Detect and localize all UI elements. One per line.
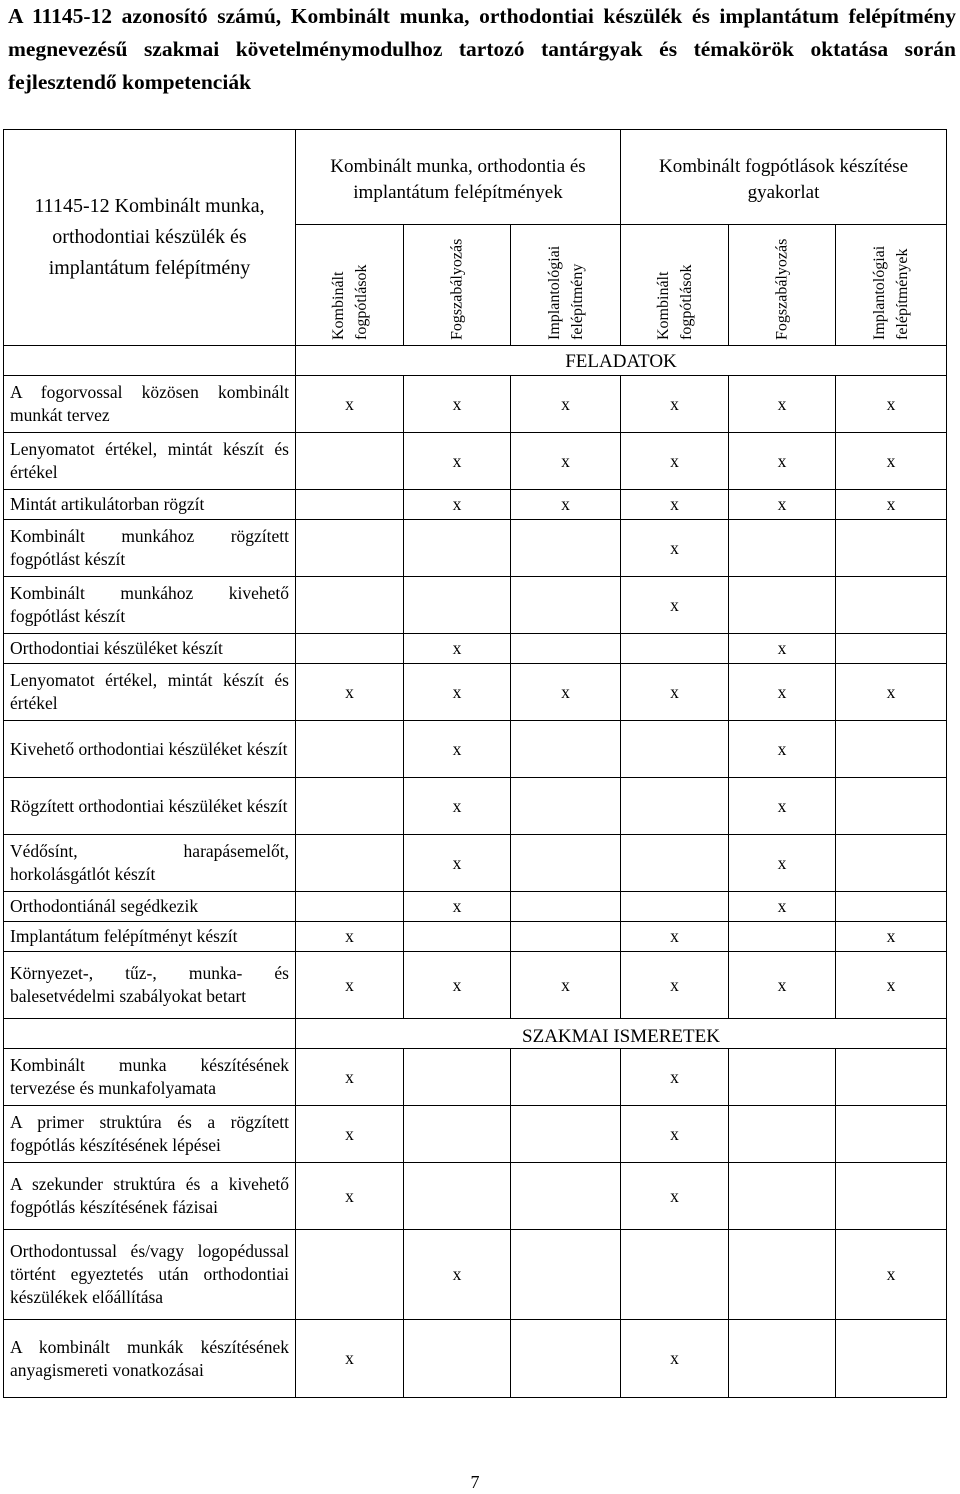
mark-cell: [511, 1106, 621, 1163]
competency-label: Kombinált munkához rögzített fogpótlást készít: [4, 520, 296, 577]
mark-cell: x: [511, 433, 621, 490]
mark-cell: x: [621, 433, 729, 490]
mark-cell: [511, 577, 621, 634]
mark-cell: x: [404, 952, 511, 1019]
table-row: [4, 634, 947, 664]
mark-cell: [404, 520, 511, 577]
mark-cell: x: [621, 952, 729, 1019]
mark-cell: [511, 520, 621, 577]
mark-cell: x: [621, 1049, 729, 1106]
mark-cell: [836, 1320, 947, 1398]
competency-label: Kivehető orthodontiai készüléket készít: [4, 721, 296, 778]
mark-cell: [404, 1049, 511, 1106]
mark-cell: [296, 433, 404, 490]
competency-label: Lenyomatot értékel, mintát készít és értékel: [4, 664, 296, 721]
mark-cell: x: [729, 634, 836, 664]
mark-cell: x: [836, 952, 947, 1019]
mark-cell: x: [296, 952, 404, 1019]
mark-cell: x: [836, 664, 947, 721]
table-row: [4, 520, 947, 577]
module-header-cell: 11145-12 Kombinált munka, orthodontiai készülék és implantátum felépítmény: [4, 130, 296, 346]
mark-cell: [296, 634, 404, 664]
mark-cell: [511, 1320, 621, 1398]
column-header: Kombinált fogpótlások: [621, 225, 729, 346]
mark-cell: x: [404, 1230, 511, 1320]
mark-cell: x: [296, 922, 404, 952]
column-header: Fogszabályozás: [404, 225, 511, 346]
mark-cell: x: [404, 778, 511, 835]
column-header: Kombinált fogpótlások: [296, 225, 404, 346]
mark-cell: [404, 577, 511, 634]
competency-label: Lenyomatot értékel, mintát készít és értékel: [4, 433, 296, 490]
mark-cell: x: [404, 892, 511, 922]
competency-label: A kombinált munkák készítésének anyagismereti vonatkozásai: [4, 1320, 296, 1398]
table-row: [4, 1230, 947, 1320]
mark-cell: x: [621, 577, 729, 634]
section-spacer: [4, 346, 296, 376]
table-row: [4, 835, 947, 892]
mark-cell: x: [729, 490, 836, 520]
section-feladatok: FELADATOK: [296, 346, 947, 376]
mark-cell: x: [404, 664, 511, 721]
table-row: [4, 778, 947, 835]
mark-cell: x: [621, 490, 729, 520]
mark-cell: x: [836, 922, 947, 952]
mark-cell: [729, 1049, 836, 1106]
mark-cell: x: [511, 376, 621, 433]
mark-cell: x: [296, 1320, 404, 1398]
table-row: [4, 577, 947, 634]
mark-cell: x: [729, 952, 836, 1019]
mark-cell: x: [836, 376, 947, 433]
mark-cell: [296, 490, 404, 520]
mark-cell: [729, 1320, 836, 1398]
mark-cell: x: [621, 376, 729, 433]
mark-cell: x: [404, 433, 511, 490]
competency-label: Orthodontiánál segédkezik: [4, 892, 296, 922]
mark-cell: x: [729, 376, 836, 433]
mark-cell: x: [404, 490, 511, 520]
page-title: A 11145-12 azonosító számú, Kombinált munka, orthodontiai készülék és implantátum felépítmény megnevezésű szakmai követelménymodulhoz tartozó tantárgyak és témakörök oktatása során fejlesztendő kompetenciák: [8, 4, 956, 94]
mark-cell: [836, 1049, 947, 1106]
mark-cell: x: [404, 835, 511, 892]
mark-cell: [511, 1049, 621, 1106]
column-header: Fogszabályozás: [729, 225, 836, 346]
table-row: [4, 1163, 947, 1230]
mark-cell: x: [511, 952, 621, 1019]
mark-cell: [296, 835, 404, 892]
table-row: [4, 922, 947, 952]
competency-label: A szekunder struktúra és a kivehető fogpótlás készítésének fázisai: [4, 1163, 296, 1230]
competency-label: Rögzített orthodontiai készüléket készít: [4, 778, 296, 835]
mark-cell: [296, 577, 404, 634]
mark-cell: x: [511, 490, 621, 520]
mark-cell: x: [621, 520, 729, 577]
mark-cell: x: [729, 835, 836, 892]
mark-cell: [511, 634, 621, 664]
competency-label: A fogorvossal közösen kombinált munkát tervez: [4, 376, 296, 433]
mark-cell: [511, 721, 621, 778]
mark-cell: x: [404, 721, 511, 778]
mark-cell: x: [404, 634, 511, 664]
mark-cell: x: [621, 664, 729, 721]
section-spacer: [4, 1019, 296, 1049]
mark-cell: [296, 1230, 404, 1320]
competency-table: [3, 129, 947, 1398]
mark-cell: [729, 1163, 836, 1230]
mark-cell: [404, 1320, 511, 1398]
mark-cell: [836, 520, 947, 577]
competency-label: Mintát artikulátorban rögzít: [4, 490, 296, 520]
mark-cell: [729, 1230, 836, 1320]
competency-label: Védősínt, harapásemelőt, horkolásgátlót készít: [4, 835, 296, 892]
table-row: [4, 721, 947, 778]
mark-cell: x: [404, 376, 511, 433]
competency-label: Orthodontiai készüléket készít: [4, 634, 296, 664]
table-row: [4, 376, 947, 433]
mark-cell: x: [836, 490, 947, 520]
table-row: [4, 952, 947, 1019]
mark-cell: [836, 1163, 947, 1230]
table-row: [4, 892, 947, 922]
mark-cell: [621, 1230, 729, 1320]
mark-cell: [621, 835, 729, 892]
mark-cell: x: [729, 664, 836, 721]
table-row: [4, 490, 947, 520]
mark-cell: [404, 922, 511, 952]
competency-label: Orthodontussal és/vagy logopédussal történt egyeztetés után orthodontiai készülékek előállítása: [4, 1230, 296, 1320]
mark-cell: [511, 835, 621, 892]
table-row: [4, 664, 947, 721]
competency-label: Környezet-, tűz-, munka- és balesetvédelmi szabályokat betart: [4, 952, 296, 1019]
mark-cell: [836, 778, 947, 835]
table-row: [4, 433, 947, 490]
mark-cell: x: [621, 1106, 729, 1163]
mark-cell: [621, 892, 729, 922]
mark-cell: [404, 1106, 511, 1163]
mark-cell: [404, 1163, 511, 1230]
table-row: [4, 1049, 947, 1106]
mark-cell: [511, 1230, 621, 1320]
mark-cell: [296, 778, 404, 835]
mark-cell: x: [621, 1163, 729, 1230]
mark-cell: [836, 1106, 947, 1163]
mark-cell: [621, 778, 729, 835]
mark-cell: [729, 922, 836, 952]
competency-label: Kombinált munka készítésének tervezése és munkafolyamata: [4, 1049, 296, 1106]
column-header: Implantológiai felépítmény: [511, 225, 621, 346]
competency-label: Kombinált munkához kivehető fogpótlást készít: [4, 577, 296, 634]
competency-label: A primer struktúra és a rögzített fogpótlás készítésének lépései: [4, 1106, 296, 1163]
competency-label: Implantátum felépítményt készít: [4, 922, 296, 952]
table-row: [4, 1320, 947, 1398]
mark-cell: x: [511, 664, 621, 721]
page-number: 7: [470, 1472, 480, 1492]
table-row: [4, 1106, 947, 1163]
mark-cell: [511, 892, 621, 922]
mark-cell: [836, 721, 947, 778]
group-header-practice: Kombinált fogpótlások készítése gyakorlat: [621, 130, 947, 225]
mark-cell: x: [836, 1230, 947, 1320]
mark-cell: x: [621, 922, 729, 952]
mark-cell: [296, 721, 404, 778]
mark-cell: x: [729, 721, 836, 778]
mark-cell: [836, 835, 947, 892]
mark-cell: [511, 922, 621, 952]
section-ismeretek: SZAKMAI ISMERETEK: [296, 1019, 947, 1049]
mark-cell: [511, 1163, 621, 1230]
mark-cell: [296, 520, 404, 577]
mark-cell: [836, 892, 947, 922]
mark-cell: x: [296, 376, 404, 433]
mark-cell: x: [729, 778, 836, 835]
mark-cell: [296, 892, 404, 922]
group-header-theory: Kombinált munka, orthodontia és implantátum felépítmények: [296, 130, 621, 225]
mark-cell: x: [729, 892, 836, 922]
mark-cell: [836, 634, 947, 664]
mark-cell: x: [836, 433, 947, 490]
mark-cell: x: [296, 1049, 404, 1106]
mark-cell: x: [296, 1163, 404, 1230]
mark-cell: [729, 1106, 836, 1163]
mark-cell: x: [296, 664, 404, 721]
mark-cell: [729, 520, 836, 577]
mark-cell: [511, 778, 621, 835]
mark-cell: [621, 721, 729, 778]
column-header: Implantológiai felépítmények: [836, 225, 947, 346]
mark-cell: [621, 634, 729, 664]
mark-cell: x: [296, 1106, 404, 1163]
mark-cell: [729, 577, 836, 634]
mark-cell: [836, 577, 947, 634]
mark-cell: x: [729, 433, 836, 490]
mark-cell: x: [621, 1320, 729, 1398]
